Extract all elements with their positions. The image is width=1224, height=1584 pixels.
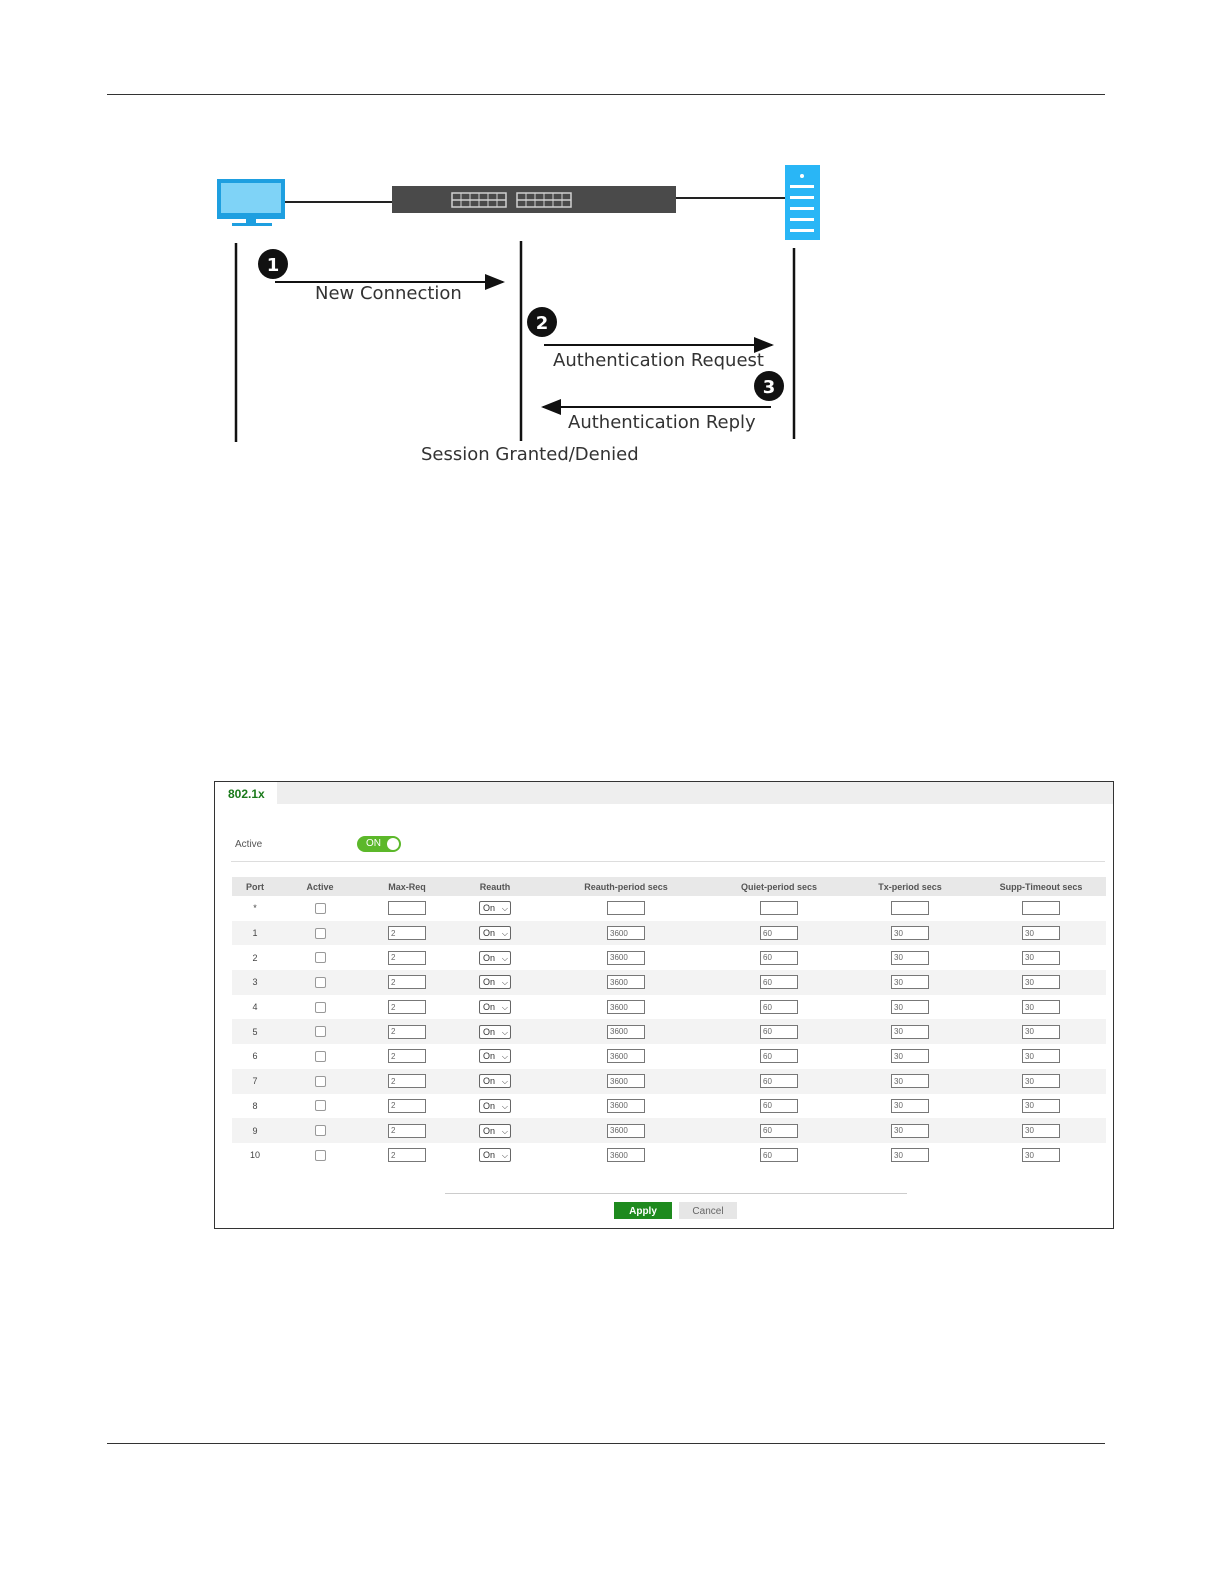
reauth-period-input[interactable] — [607, 1000, 645, 1014]
step-3-number: 3 — [762, 377, 776, 398]
tab-802-1x[interactable]: 802.1x — [215, 782, 277, 804]
quiet-period-cell — [714, 995, 844, 1020]
reauth-value: On — [483, 952, 496, 963]
chevron-down-icon: ⌵ — [501, 929, 508, 939]
active-cell — [278, 921, 362, 946]
table-row — [232, 1094, 1106, 1119]
port-number: 2 — [252, 952, 258, 963]
col-quiet-period: Quiet-period secs — [714, 877, 844, 896]
supp-timeout-cell — [976, 1118, 1106, 1143]
reauth-select[interactable] — [479, 901, 511, 915]
reauth-value: On — [483, 1026, 496, 1037]
chevron-down-icon: ⌵ — [501, 1027, 508, 1037]
port-cell — [232, 1069, 278, 1094]
reauth-period-cell — [538, 945, 714, 970]
reauth-cell — [452, 1069, 538, 1094]
max-req-cell — [362, 921, 452, 946]
port-number: * — [253, 903, 257, 914]
reauth-select[interactable] — [479, 1099, 511, 1113]
table-row — [232, 1118, 1106, 1143]
reauth-period-cell — [538, 921, 714, 946]
reauth-value: On — [483, 928, 496, 939]
supp-timeout-cell — [976, 1143, 1106, 1168]
reauth-period-input[interactable] — [607, 926, 645, 940]
table-row — [232, 995, 1106, 1020]
active-cell — [278, 1044, 362, 1069]
port-cell — [232, 1094, 278, 1119]
port-cell — [232, 1118, 278, 1143]
reauth-period-input[interactable] — [607, 1099, 645, 1113]
max-req-input[interactable] — [388, 1025, 426, 1039]
tx-period-input[interactable] — [891, 1049, 929, 1063]
supp-timeout-cell — [976, 1069, 1106, 1094]
supp-timeout-input[interactable] — [1022, 1124, 1060, 1138]
reauth-period-input[interactable] — [607, 951, 645, 965]
supp-timeout-cell — [976, 921, 1106, 946]
supp-timeout-input[interactable] — [1022, 975, 1060, 989]
reauth-period-input[interactable] — [607, 1049, 645, 1063]
reauth-period-cell — [538, 1118, 714, 1143]
supp-timeout-cell — [976, 945, 1106, 970]
reauth-value: On — [483, 1100, 496, 1111]
max-req-cell — [362, 1019, 452, 1044]
reauth-period-input[interactable] — [607, 1124, 645, 1138]
active-checkbox[interactable] — [315, 1002, 326, 1013]
tx-period-cell — [844, 921, 976, 946]
reauth-value: On — [483, 1002, 496, 1013]
reauth-period-cell — [538, 1094, 714, 1119]
quiet-period-cell — [714, 1019, 844, 1044]
tx-period-input[interactable] — [891, 1148, 929, 1162]
port-number: 7 — [252, 1076, 258, 1087]
active-cell — [278, 1118, 362, 1143]
reauth-cell — [452, 970, 538, 995]
supp-timeout-cell — [976, 1044, 1106, 1069]
col-active: Active — [278, 877, 362, 896]
reauth-select[interactable] — [479, 1049, 511, 1063]
col-max-req: Max-Req — [362, 877, 452, 896]
toggle-knob — [387, 838, 399, 850]
col-reauth: Reauth — [452, 877, 538, 896]
supp-timeout-cell — [976, 1019, 1106, 1044]
supp-timeout-cell — [976, 896, 1106, 921]
auth-reply-label: Authentication Reply — [568, 412, 756, 433]
reauth-period-input[interactable] — [607, 1148, 645, 1162]
col-port: Port — [232, 877, 278, 896]
quiet-period-cell — [714, 1118, 844, 1143]
port-number: 5 — [252, 1026, 258, 1037]
port-settings-table — [232, 877, 1106, 1168]
max-req-cell — [362, 1044, 452, 1069]
footer-rule — [107, 1443, 1105, 1444]
reauth-value: On — [483, 903, 496, 914]
table-row — [232, 921, 1106, 946]
active-checkbox[interactable] — [315, 1100, 326, 1111]
supp-timeout-cell — [976, 1094, 1106, 1119]
tx-period-input[interactable] — [891, 1025, 929, 1039]
port-number: 1 — [252, 928, 258, 939]
active-cell — [278, 995, 362, 1020]
supp-timeout-cell — [976, 995, 1106, 1020]
max-req-input[interactable] — [388, 1148, 426, 1162]
tx-period-cell — [844, 945, 976, 970]
max-req-cell — [362, 945, 452, 970]
max-req-input[interactable] — [388, 1000, 426, 1014]
active-cell — [278, 896, 362, 921]
col-reauth-period: Reauth-period secs — [538, 877, 714, 896]
reauth-select[interactable] — [479, 1124, 511, 1138]
port-number: 3 — [252, 977, 258, 988]
reauth-period-cell — [538, 970, 714, 995]
tx-period-input[interactable] — [891, 975, 929, 989]
port-cell — [232, 945, 278, 970]
active-cell — [278, 970, 362, 995]
table-header-row — [232, 877, 1106, 896]
reauth-period-cell — [538, 1143, 714, 1168]
port-number: 4 — [252, 1002, 258, 1013]
active-checkbox[interactable] — [315, 977, 326, 988]
supp-timeout-input[interactable] — [1022, 1025, 1060, 1039]
reauth-period-cell — [538, 1019, 714, 1044]
reauth-value: On — [483, 1150, 496, 1161]
quiet-period-input[interactable] — [760, 975, 798, 989]
active-checkbox[interactable] — [315, 1051, 326, 1062]
tx-period-input[interactable] — [891, 1074, 929, 1088]
supp-timeout-cell — [976, 970, 1106, 995]
reauth-cell — [452, 945, 538, 970]
active-cell — [278, 1019, 362, 1044]
apply-button[interactable]: Apply — [614, 1202, 672, 1219]
max-req-input[interactable] — [388, 951, 426, 965]
active-checkbox[interactable] — [315, 1150, 326, 1161]
max-req-input[interactable] — [388, 1099, 426, 1113]
reauth-period-input[interactable] — [607, 975, 645, 989]
quiet-period-cell — [714, 921, 844, 946]
tx-period-cell — [844, 1143, 976, 1168]
active-checkbox[interactable] — [315, 952, 326, 963]
quiet-period-input[interactable] — [760, 1099, 798, 1113]
tx-period-cell — [844, 1094, 976, 1119]
tx-period-input[interactable] — [891, 951, 929, 965]
active-cell — [278, 945, 362, 970]
reauth-period-cell — [538, 1044, 714, 1069]
switch-icon — [392, 186, 676, 213]
quiet-period-cell — [714, 1044, 844, 1069]
table-row — [232, 1044, 1106, 1069]
session-label: Session Granted/Denied — [421, 444, 639, 465]
reauth-cell — [452, 1019, 538, 1044]
step-2-number: 2 — [535, 313, 549, 334]
active-cell — [278, 1069, 362, 1094]
tab-bar — [215, 782, 1113, 804]
reauth-cell — [452, 1094, 538, 1119]
port-number: 6 — [252, 1051, 258, 1062]
quiet-period-cell — [714, 945, 844, 970]
supp-timeout-input[interactable] — [1022, 1000, 1060, 1014]
active-toggle[interactable] — [357, 836, 401, 852]
cancel-button[interactable]: Cancel — [679, 1202, 737, 1219]
quiet-period-input[interactable] — [760, 1148, 798, 1162]
footer-divider — [445, 1193, 907, 1194]
supp-timeout-input[interactable] — [1022, 1099, 1060, 1113]
active-cell — [278, 1143, 362, 1168]
port-cell — [232, 995, 278, 1020]
active-cell — [278, 1094, 362, 1119]
quiet-period-input[interactable] — [760, 951, 798, 965]
computer-icon — [217, 179, 285, 226]
reauth-period-input[interactable] — [607, 901, 645, 915]
active-checkbox[interactable] — [315, 928, 326, 939]
reauth-cell — [452, 921, 538, 946]
port-cell — [232, 1143, 278, 1168]
active-checkbox[interactable] — [315, 1026, 326, 1037]
reauth-value: On — [483, 1076, 496, 1087]
max-req-input[interactable] — [388, 926, 426, 940]
table-row — [232, 945, 1106, 970]
supp-timeout-input[interactable] — [1022, 926, 1060, 940]
reauth-period-input[interactable] — [607, 1025, 645, 1039]
max-req-input[interactable] — [388, 1049, 426, 1063]
tx-period-cell — [844, 1069, 976, 1094]
dot1x-panel — [214, 781, 1114, 1229]
port-number: 10 — [249, 1150, 260, 1161]
max-req-cell — [362, 1118, 452, 1143]
table-row — [232, 970, 1106, 995]
max-req-cell — [362, 995, 452, 1020]
reauth-cell — [452, 1143, 538, 1168]
reauth-period-cell — [538, 896, 714, 921]
max-req-cell — [362, 1069, 452, 1094]
quiet-period-input[interactable] — [760, 1025, 798, 1039]
supp-timeout-input[interactable] — [1022, 1148, 1060, 1162]
port-cell — [232, 1044, 278, 1069]
active-checkbox[interactable] — [315, 903, 326, 914]
server-icon — [785, 165, 820, 240]
chevron-down-icon: ⌵ — [501, 953, 508, 963]
port-cell — [232, 1019, 278, 1044]
quiet-period-input[interactable] — [760, 1074, 798, 1088]
col-supp-timeout: Supp-Timeout secs — [976, 877, 1106, 896]
supp-timeout-input[interactable] — [1022, 901, 1060, 915]
reauth-value: On — [483, 1125, 496, 1136]
new-connection-label: New Connection — [315, 283, 462, 304]
table-row — [232, 1019, 1106, 1044]
max-req-input[interactable] — [388, 901, 426, 915]
tx-period-input[interactable] — [891, 926, 929, 940]
section-divider — [231, 861, 1105, 862]
max-req-input[interactable] — [388, 1074, 426, 1088]
port-cell — [232, 896, 278, 921]
quiet-period-input[interactable] — [760, 1124, 798, 1138]
chevron-down-icon: ⌵ — [501, 1126, 508, 1136]
auth-flow-diagram — [0, 0, 1224, 500]
quiet-period-cell — [714, 970, 844, 995]
tx-period-cell — [844, 1118, 976, 1143]
tx-period-input[interactable] — [891, 1124, 929, 1138]
active-label: Active — [235, 839, 263, 850]
tx-period-input[interactable] — [891, 1000, 929, 1014]
reauth-value: On — [483, 1051, 496, 1062]
step-1-number: 1 — [266, 255, 280, 276]
reauth-period-input[interactable] — [607, 1074, 645, 1088]
reauth-cell — [452, 896, 538, 921]
chevron-down-icon: ⌵ — [501, 1151, 508, 1161]
toggle-label: ON — [366, 838, 381, 849]
tx-period-cell — [844, 1019, 976, 1044]
chevron-down-icon: ⌵ — [501, 978, 508, 988]
table-row — [232, 1069, 1106, 1094]
max-req-cell — [362, 1094, 452, 1119]
reauth-cell — [452, 1044, 538, 1069]
chevron-down-icon: ⌵ — [501, 904, 508, 914]
chevron-down-icon: ⌵ — [501, 1003, 508, 1013]
port-cell — [232, 921, 278, 946]
tx-period-cell — [844, 1044, 976, 1069]
port-number: 9 — [252, 1125, 258, 1136]
reauth-select[interactable] — [479, 951, 511, 965]
max-req-cell — [362, 1143, 452, 1168]
tx-period-cell — [844, 970, 976, 995]
quiet-period-cell — [714, 1143, 844, 1168]
reauth-cell — [452, 995, 538, 1020]
supp-timeout-input[interactable] — [1022, 1074, 1060, 1088]
reauth-select[interactable] — [479, 1000, 511, 1014]
supp-timeout-input[interactable] — [1022, 1049, 1060, 1063]
tx-period-input[interactable] — [891, 1099, 929, 1113]
chevron-down-icon: ⌵ — [501, 1077, 508, 1087]
port-cell — [232, 970, 278, 995]
active-checkbox[interactable] — [315, 1125, 326, 1136]
tx-period-input[interactable] — [891, 901, 929, 915]
reauth-select[interactable] — [479, 1025, 511, 1039]
supp-timeout-input[interactable] — [1022, 951, 1060, 965]
reauth-period-cell — [538, 995, 714, 1020]
port-number: 8 — [252, 1100, 258, 1111]
reauth-value: On — [483, 977, 496, 988]
reauth-select[interactable] — [479, 975, 511, 989]
active-checkbox[interactable] — [315, 1076, 326, 1087]
quiet-period-input[interactable] — [760, 926, 798, 940]
chevron-down-icon: ⌵ — [501, 1052, 508, 1062]
max-req-cell — [362, 970, 452, 995]
quiet-period-cell — [714, 896, 844, 921]
reauth-period-cell — [538, 1069, 714, 1094]
quiet-period-cell — [714, 1094, 844, 1119]
reauth-select[interactable] — [479, 926, 511, 940]
quiet-period-input[interactable] — [760, 1000, 798, 1014]
col-tx-period: Tx-period secs — [844, 877, 976, 896]
reauth-cell — [452, 1118, 538, 1143]
quiet-period-cell — [714, 1069, 844, 1094]
chevron-down-icon: ⌵ — [501, 1101, 508, 1111]
auth-request-label: Authentication Request — [553, 350, 764, 371]
max-req-cell — [362, 896, 452, 921]
quiet-period-input[interactable] — [760, 901, 798, 915]
reauth-select[interactable] — [479, 1148, 511, 1162]
reauth-select[interactable] — [479, 1074, 511, 1088]
table-row — [232, 1143, 1106, 1168]
quiet-period-input[interactable] — [760, 1049, 798, 1063]
max-req-input[interactable] — [388, 1124, 426, 1138]
table-row — [232, 896, 1106, 921]
tx-period-cell — [844, 896, 976, 921]
tx-period-cell — [844, 995, 976, 1020]
max-req-input[interactable] — [388, 975, 426, 989]
